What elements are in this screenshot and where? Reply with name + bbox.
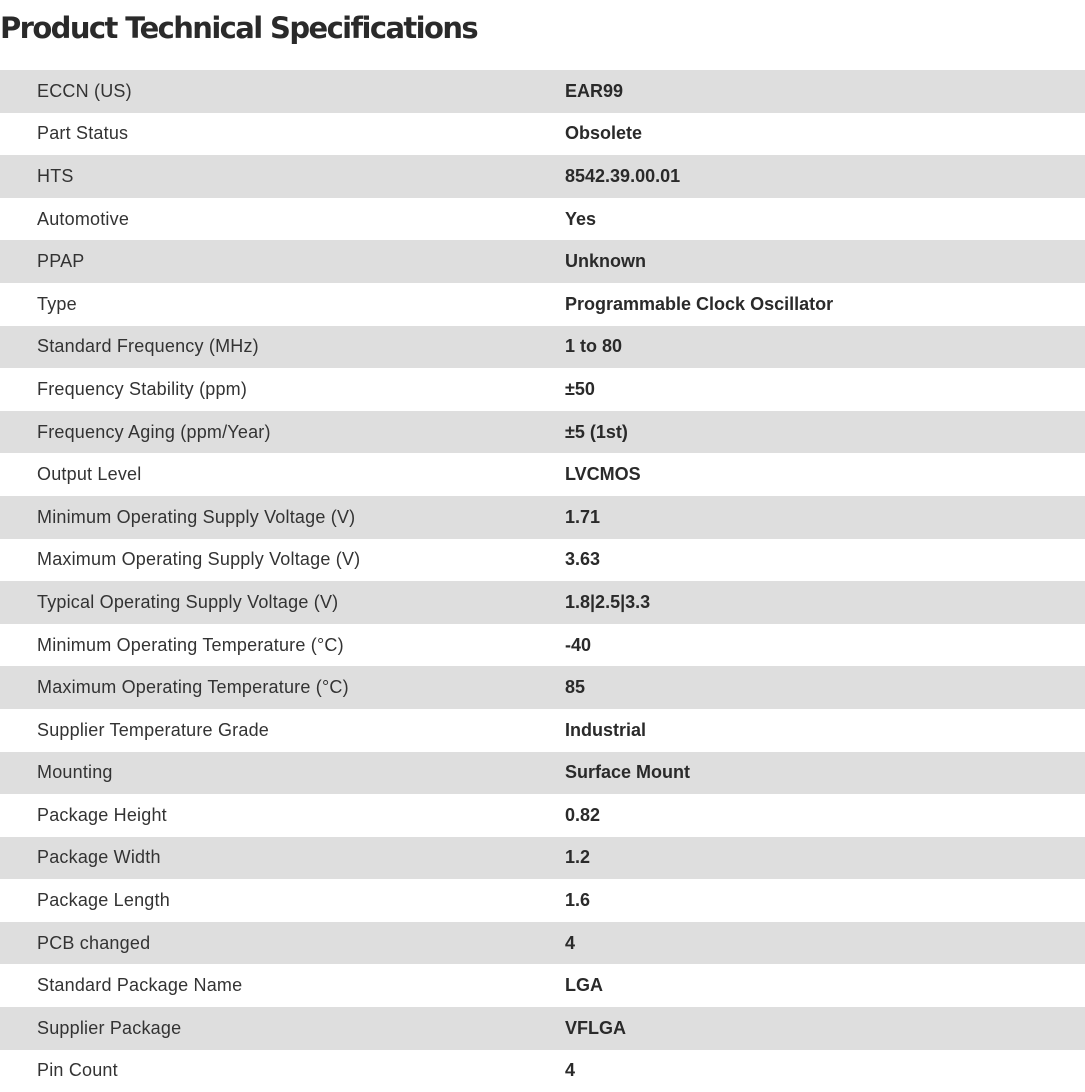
table-row — [0, 70, 1085, 113]
spec-value: Surface Mount — [565, 752, 1085, 795]
table-row — [0, 666, 1085, 709]
table-row — [0, 539, 1085, 582]
spec-label: Maximum Operating Supply Voltage (V) — [0, 539, 565, 582]
table-row — [0, 794, 1085, 837]
spec-label: Package Length — [0, 879, 565, 922]
spec-label: Standard Frequency (MHz) — [0, 326, 565, 369]
spec-value: 3.63 — [565, 539, 1085, 582]
table-row — [0, 922, 1085, 965]
table-row — [0, 879, 1085, 922]
spec-value: ±5 (1st) — [565, 411, 1085, 454]
spec-value: 0.82 — [565, 794, 1085, 837]
spec-label: Mounting — [0, 752, 565, 795]
spec-label: Typical Operating Supply Voltage (V) — [0, 581, 565, 624]
table-row — [0, 624, 1085, 667]
spec-value: 4 — [565, 922, 1085, 965]
table-row — [0, 1007, 1085, 1050]
spec-label: PPAP — [0, 240, 565, 283]
table-row — [0, 837, 1085, 880]
spec-label: Frequency Stability (ppm) — [0, 368, 565, 411]
page-title: Product Technical Specifications — [0, 11, 478, 45]
spec-label: Maximum Operating Temperature (°C) — [0, 666, 565, 709]
spec-value: ±50 — [565, 368, 1085, 411]
spec-value: Programmable Clock Oscillator — [565, 283, 1085, 326]
spec-label: Automotive — [0, 198, 565, 241]
table-row — [0, 964, 1085, 1007]
table-row — [0, 453, 1085, 496]
spec-value: EAR99 — [565, 70, 1085, 113]
spec-value: LGA — [565, 964, 1085, 1007]
spec-value: Unknown — [565, 240, 1085, 283]
table-row — [0, 240, 1085, 283]
spec-label: PCB changed — [0, 922, 565, 965]
spec-value: VFLGA — [565, 1007, 1085, 1050]
spec-label: Package Width — [0, 837, 565, 880]
table-row — [0, 709, 1085, 752]
table-row — [0, 1050, 1085, 1092]
spec-label: ECCN (US) — [0, 70, 565, 113]
spec-label: Standard Package Name — [0, 964, 565, 1007]
table-row — [0, 283, 1085, 326]
table-row — [0, 496, 1085, 539]
table-row — [0, 752, 1085, 795]
spec-value: 1.8|2.5|3.3 — [565, 581, 1085, 624]
spec-value: 1.6 — [565, 879, 1085, 922]
spec-value: 1.71 — [565, 496, 1085, 539]
spec-value: LVCMOS — [565, 453, 1085, 496]
spec-value: 85 — [565, 666, 1085, 709]
spec-label: Supplier Package — [0, 1007, 565, 1050]
table-row — [0, 581, 1085, 624]
table-row — [0, 155, 1085, 198]
spec-value: 8542.39.00.01 — [565, 155, 1085, 198]
table-row — [0, 113, 1085, 156]
spec-table-body — [0, 70, 1085, 1092]
spec-label: Supplier Temperature Grade — [0, 709, 565, 752]
table-row — [0, 198, 1085, 241]
spec-label: Output Level — [0, 453, 565, 496]
spec-label: Type — [0, 283, 565, 326]
spec-value: -40 — [565, 624, 1085, 667]
table-row — [0, 368, 1085, 411]
spec-label: Frequency Aging (ppm/Year) — [0, 411, 565, 454]
table-row — [0, 411, 1085, 454]
spec-value: 1 to 80 — [565, 326, 1085, 369]
table-row — [0, 326, 1085, 369]
spec-label: Minimum Operating Temperature (°C) — [0, 624, 565, 667]
spec-label: Part Status — [0, 113, 565, 156]
spec-table — [0, 70, 1085, 1092]
spec-value: Obsolete — [565, 113, 1085, 156]
spec-label: Pin Count — [0, 1050, 565, 1092]
spec-value: Yes — [565, 198, 1085, 241]
spec-value: 1.2 — [565, 837, 1085, 880]
spec-label: Minimum Operating Supply Voltage (V) — [0, 496, 565, 539]
spec-value: Industrial — [565, 709, 1085, 752]
spec-label: HTS — [0, 155, 565, 198]
spec-value: 4 — [565, 1050, 1085, 1092]
spec-label: Package Height — [0, 794, 565, 837]
